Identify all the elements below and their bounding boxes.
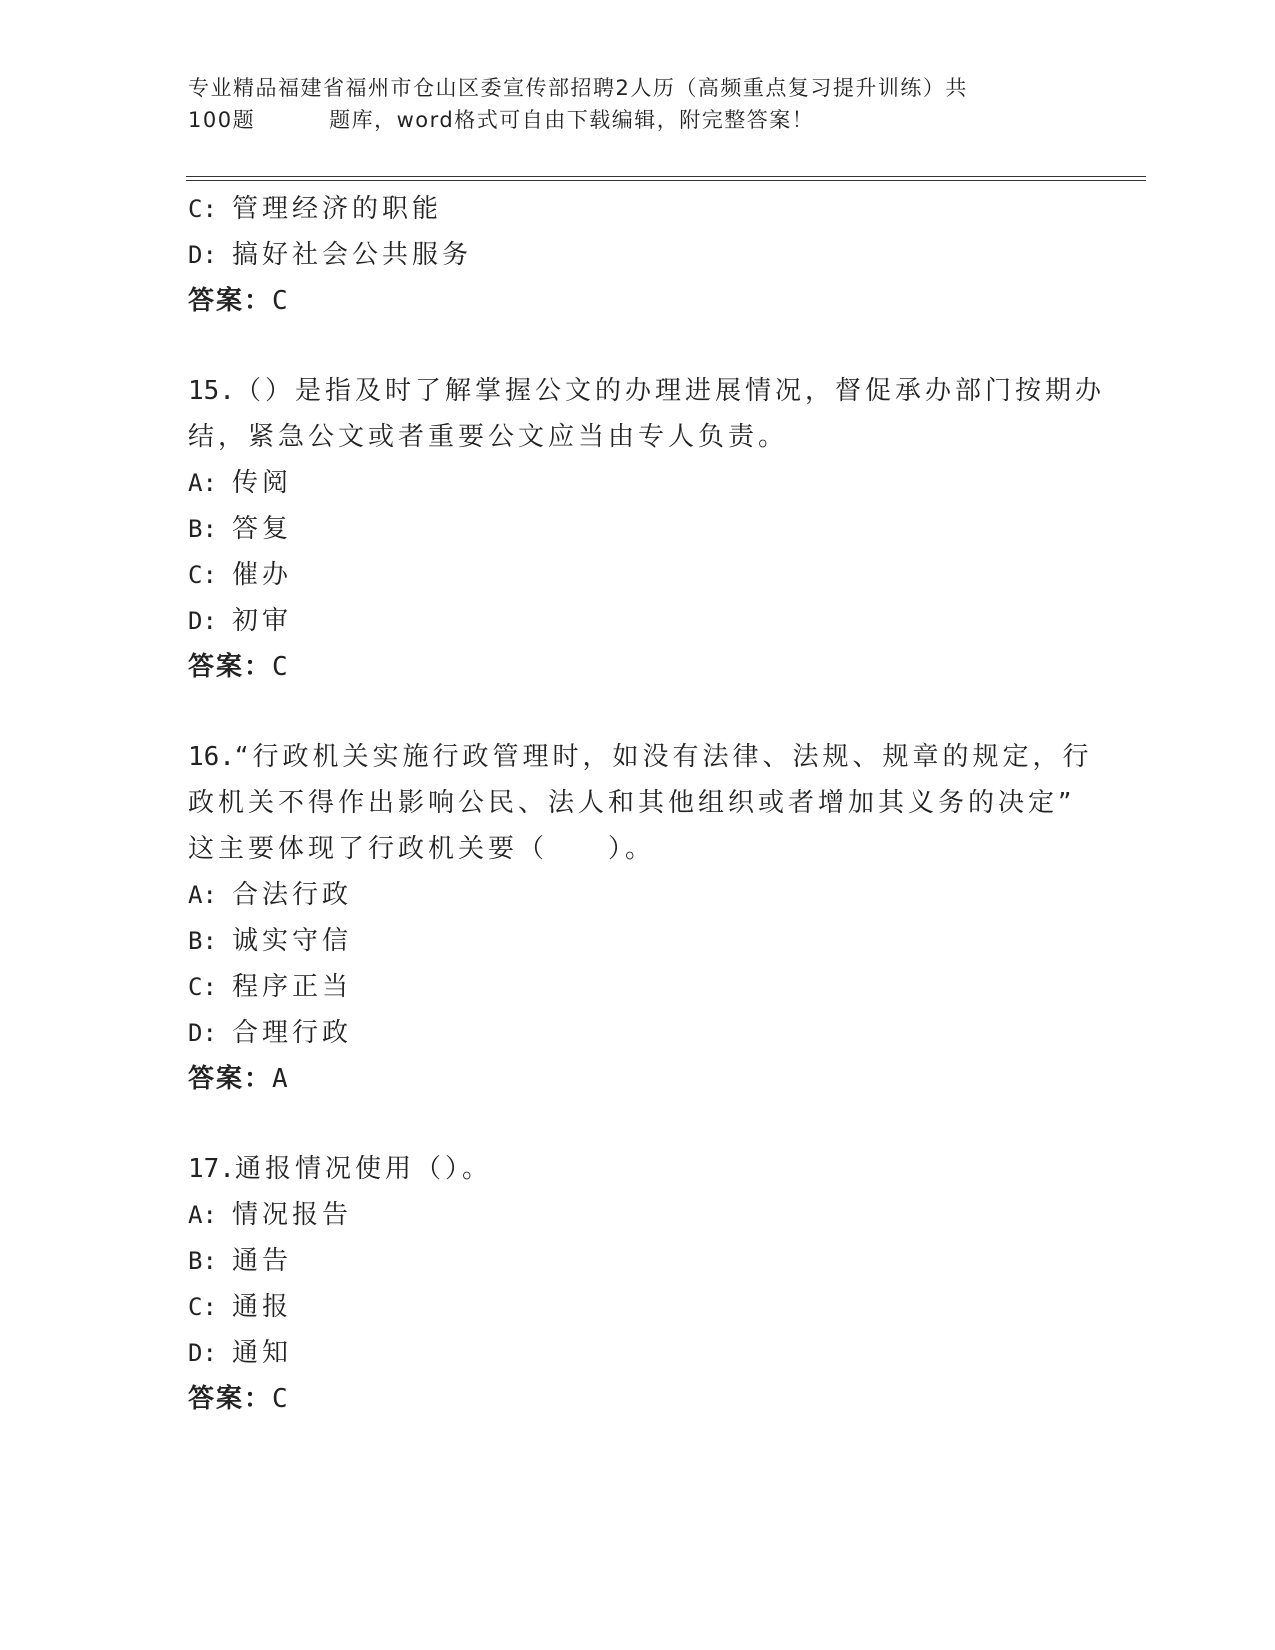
option-text: 合理行政 (232, 1018, 353, 1048)
option-row (188, 1330, 1088, 1376)
option-row (188, 1010, 1088, 1056)
option-letter: D: (188, 1019, 217, 1047)
option-row (188, 918, 1088, 964)
option-text: 初审 (232, 606, 293, 636)
option-text: 通知 (232, 1338, 293, 1368)
option-text: 答复 (232, 514, 293, 544)
question-text: “行政机关实施行政管理时，如没有法律、法规、规章的规定，行 (234, 742, 1093, 772)
answer-value: C (272, 1384, 288, 1414)
option-row (188, 552, 1088, 598)
question-text-line (188, 368, 1105, 414)
answer-label: 答案： (188, 286, 273, 316)
option-row (188, 232, 1088, 278)
option-row (188, 1284, 1088, 1330)
option-row (188, 506, 1088, 552)
option-letter: D: (188, 241, 217, 269)
question-15 (188, 368, 1105, 690)
option-letter: A: (188, 1201, 217, 1229)
question-number: 16. (188, 742, 235, 772)
option-text: 合法行政 (232, 880, 353, 910)
option-letter: D: (188, 607, 217, 635)
answer-value: A (272, 1064, 288, 1094)
question-16 (188, 734, 1093, 1102)
question-number: 15. (188, 376, 235, 406)
option-letter: D: (188, 1339, 217, 1367)
answer-label: 答案： (188, 1384, 273, 1414)
option-letter: C: (188, 561, 217, 589)
carryover-block (188, 186, 1088, 324)
answer-value: C (272, 652, 288, 682)
question-text-line (188, 734, 1093, 780)
answer-row (188, 644, 1088, 690)
question-text-line: 结，紧急公文或者重要公文应当由专人负责。 (188, 422, 789, 452)
answer-row (188, 278, 1088, 324)
answer-value: C (272, 286, 288, 316)
question-17 (188, 1146, 1088, 1422)
option-row (188, 1238, 1088, 1284)
header-divider-top (186, 176, 1146, 177)
option-text: 传阅 (232, 468, 293, 498)
option-text: 催办 (232, 560, 293, 590)
header-title-line-2 (188, 104, 1068, 136)
answer-label: 答案： (188, 1064, 273, 1094)
answer-row (188, 1056, 1088, 1102)
option-text: 通报 (232, 1292, 293, 1322)
option-row (188, 872, 1088, 918)
option-text: 搞好社会公共服务 (232, 240, 473, 270)
question-number: 17. (188, 1154, 235, 1184)
option-letter: A: (188, 881, 217, 909)
option-text: 诚实守信 (232, 926, 353, 956)
option-row (188, 598, 1088, 644)
option-letter: C: (188, 1293, 217, 1321)
header-title-line-1: 专业精品福建省福州市仓山区委宣传部招聘2人历（高频重点复习提升训练）共 (188, 76, 968, 100)
question-text: 通报情况使用（）。 (234, 1154, 492, 1184)
option-letter: B: (188, 515, 217, 543)
option-text: 通告 (232, 1246, 293, 1276)
option-row (188, 460, 1088, 506)
option-text: 情况报告 (232, 1200, 353, 1230)
question-text-line (188, 1146, 1088, 1192)
option-row (188, 964, 1088, 1010)
question-text: （）是指及时了解掌握公文的办理进展情况，督促承办部门按期办 (234, 376, 1105, 406)
option-text: 程序正当 (232, 972, 353, 1002)
option-letter: C: (188, 973, 217, 1001)
option-letter: B: (188, 1247, 217, 1275)
option-row (188, 186, 1088, 232)
option-row (188, 1192, 1088, 1238)
answer-row (188, 1376, 1088, 1422)
option-letter: A: (188, 469, 217, 497)
header-question-count: 100题 (188, 108, 256, 132)
option-text: 管理经济的职能 (232, 194, 443, 224)
option-letter: C: (188, 195, 217, 223)
answer-label: 答案： (188, 652, 273, 682)
page-header (188, 72, 1068, 136)
header-subtitle: 题库，word格式可自由下载编辑，附完整答案！ (329, 108, 815, 132)
option-letter: B: (188, 927, 217, 955)
question-list (188, 186, 1105, 1422)
header-divider-bottom (186, 180, 1146, 181)
question-text-line: 这主要体现了行政机关要（ ）。 (188, 834, 656, 864)
question-text-line: 政机关不得作出影响公民、法人和其他组织或者增加其义务的决定” (188, 788, 1076, 818)
